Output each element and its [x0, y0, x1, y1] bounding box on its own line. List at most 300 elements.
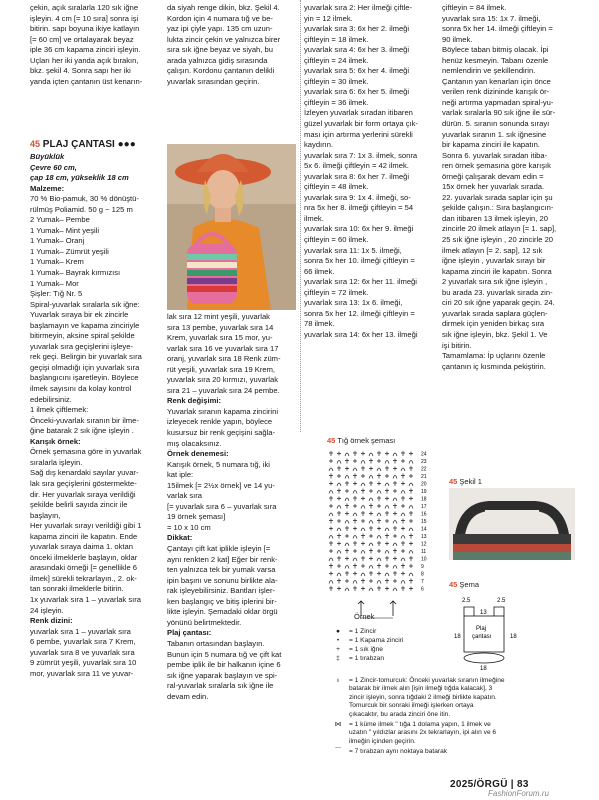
stitch-symbol: [377, 504, 381, 508]
col2a-line: sıra sık iğne beyaz ve siyah, bu: [167, 45, 273, 55]
column-4: [442, 3, 573, 372]
col1-line: bitirin. sapı boyuna ikiye katlayın: [30, 24, 140, 34]
stitch-symbol: [377, 558, 381, 561]
row-number: 24: [421, 451, 427, 458]
cluster-symbol-icon: ⋈: [334, 721, 342, 729]
sema-dim-18b: 18: [510, 634, 517, 640]
col4-line: Böylece taban bitmiş olacak. İpi: [442, 45, 549, 55]
col1b-line: Yuvarlak sıraya bir ek zincirle: [30, 310, 129, 320]
col4-line: bu arada 23. yuvarlak sırada zin-: [442, 287, 553, 297]
col1-line: Uçları her iki yanda açık bırakın,: [30, 55, 139, 65]
col2b-line: 19 örnek şeması]: [167, 512, 226, 522]
col2a-line: yaz ipi çiyle yapı. 135 cm uzun-: [167, 24, 273, 34]
col4-line: 90 ilmek.: [442, 34, 473, 44]
row-number: 21: [421, 474, 427, 480]
sema-label-plaj: Plaj: [476, 626, 487, 632]
col2b-line: sıra 13 pembe, yuvarlak sıra 14: [167, 322, 274, 332]
col4-line: dürün. 5. sıranın sonunda sırayı: [442, 119, 550, 129]
col2b-line: Renk değişimi:: [167, 396, 222, 406]
stitch-symbol: [345, 543, 349, 546]
stitch-symbol: [401, 504, 405, 508]
stitch-symbol: [393, 512, 397, 516]
col1b-line: 6 pembe, yuvarlak sıra 7 Krem,: [30, 637, 136, 647]
stitch-symbol: [401, 541, 405, 546]
stitch-symbol: [337, 587, 341, 591]
col1b-line: geçişi olmadığı için yuvarlak sıra: [30, 362, 140, 372]
section-title: [30, 139, 136, 150]
col1b-line: mor, yuvarlak sıra 11 ve yuvar-: [30, 668, 134, 678]
legend-picot-2: batarak bir ilmek alın [işin ilmeği tığda kalacak], 3: [349, 685, 493, 693]
stitch-symbol: [361, 534, 365, 539]
stitch-symbol: [361, 497, 365, 501]
col1b-line: 1 Yumak– Zümrüt yeşili: [30, 246, 109, 256]
stitch-symbol: [337, 506, 341, 509]
col2b-line: izleyecek renkle yapın, böylece: [167, 417, 273, 427]
col1b-line: başlangıcını işaretleyin. Böylece: [30, 373, 139, 383]
col3-line: yuvarlak sıra 12: 6x her 11. ilmeği: [304, 277, 417, 287]
sema-title-text: Şema: [457, 580, 480, 589]
diagram-title-text: Tığ örnek şeması: [335, 436, 396, 445]
col1b-line: Karışık örnek:: [30, 436, 81, 446]
stitch-symbol: [409, 587, 413, 591]
stitch-symbol: [369, 566, 373, 569]
col2a-line: çalışın. Kordonu çantanın delikli: [167, 66, 275, 76]
col1-line: çekin, açık sıralarla 120 sık iğne: [30, 3, 139, 12]
col4-line: yuvarlak sıra 15: 1x 7. ilmeği,: [442, 13, 541, 23]
stitch-symbol: [377, 482, 381, 486]
stitch-symbol: [385, 556, 389, 561]
col3-line: yuvarlak sıra 9: 1x 4. ilmeği, so-: [304, 192, 411, 202]
ornek-label: Örnek: [354, 612, 375, 621]
stitch-symbol: [409, 551, 413, 554]
col1b-line: 1 Yumak– Mint yeşili: [30, 225, 100, 235]
stitch-symbol: [393, 534, 397, 538]
stitch-symbol: [377, 459, 381, 463]
stitch-symbol: [409, 452, 413, 456]
picot-symbol-icon: ♁: [335, 677, 341, 684]
stitch-symbol: [361, 579, 365, 584]
col2b-line: Tabanın ortasından başlayın.: [167, 638, 265, 648]
stitch-symbol: [409, 461, 413, 464]
stitch-symbol: [353, 496, 357, 501]
sekil-title-text: Şekil 1: [457, 477, 482, 486]
col4-line: varlak sıralarla 90 sık iğne ile sür-: [442, 108, 556, 118]
column-2-top: [167, 3, 296, 87]
stitch-symbol: [329, 468, 333, 471]
stitch-symbol: [377, 513, 381, 516]
stitch-symbol: [377, 474, 381, 479]
stitch-symbol: [353, 482, 357, 486]
row-number: 20: [421, 481, 427, 488]
stitch-symbol: [361, 528, 365, 531]
col3-line: yuvarlak sıra 6: 6x her 5. ilmeği: [304, 87, 410, 97]
stitch-symbol: [345, 467, 349, 471]
stitch-symbol: [401, 474, 405, 479]
stitch-symbol: [337, 489, 341, 494]
col1-line: bkz. şekil 4. Sonra sapı her iki: [30, 66, 131, 76]
col3-line: İzleyen yuvarlak sıradan itibaren: [304, 108, 413, 118]
legend-dc: = 1 tırabzan: [349, 655, 385, 662]
stitch-symbol: [353, 474, 357, 479]
stitch-symbol: [393, 557, 397, 561]
col2b-line: = 10 x 10 cm: [167, 522, 211, 532]
stitch-symbol: [393, 526, 397, 531]
col1b-line: 1x yuvarlak sıra 1 – yuvarlak sıra: [30, 594, 141, 604]
stitch-symbol: [385, 534, 389, 539]
stitch-symbol: [361, 461, 365, 464]
stitch-symbol: [353, 513, 357, 516]
col4-line: örneği çalışarak devam edin =: [442, 171, 544, 181]
col1b-line: Şişler: Tığ Nr. 5: [30, 289, 83, 299]
sema-title: [449, 580, 479, 589]
col3-line: 5x 6. ilmeği çiftleyin = 42 ilmek.: [304, 161, 409, 171]
row-number: 13: [421, 534, 427, 540]
stitch-symbol: [401, 459, 405, 463]
stitch-symbol: [345, 498, 349, 501]
stitch-symbol: [385, 587, 389, 591]
col2b-line: Karışık örnek, 5 numara tığ, iki: [167, 459, 270, 469]
col1b-line: tan sonraki ilmeklerle bitirin.: [30, 584, 124, 594]
stitch-symbol: [385, 497, 389, 501]
sema-dim-25b: 2.5: [497, 598, 506, 604]
col1b-line: Her yuvarlak sırayı verildiği gibi 1: [30, 521, 142, 531]
stitch-symbol: [337, 573, 341, 576]
single-crochet-symbol-icon: +: [336, 646, 340, 653]
stitch-symbol: [337, 542, 341, 546]
col1b-line: yuvarlak sıra 1 – yuvarlak sıra: [30, 626, 131, 636]
row-number: 8: [421, 571, 424, 578]
col1b-line: yuvarlak sıraya daima 1. oktan: [30, 542, 133, 552]
stitch-symbol: [345, 476, 349, 479]
col4-line: bir kapama zinciri ile kapatın.: [442, 140, 540, 150]
diagram-title: [327, 436, 395, 445]
col2a-line: yuvarlak sırasından geçirin.: [167, 76, 260, 86]
stitch-symbol: [337, 511, 341, 516]
col3-line: çiftleyin = 36 ilmek.: [304, 97, 369, 107]
col1b-line: şekilde belirli sayıda zincir ile: [30, 500, 128, 510]
stitch-symbol: [393, 521, 397, 524]
col3-line: kaydırın.: [304, 140, 334, 150]
stitch-symbol: [369, 459, 373, 464]
col2b-line: devam edin.: [167, 691, 209, 701]
col1-line: [= 60 cm] ve ortalayarak beyaz: [30, 34, 134, 44]
row-number: 19: [421, 489, 427, 495]
row-number: 17: [421, 504, 427, 510]
col2b-line: yuvarlak sıra 20 kırmızı, yuvarlak: [167, 375, 278, 385]
col1b-line: yuvarlak sıra 8 ve yuvarlak sıra: [30, 647, 135, 657]
col4-line: çantanın iç kısmında pekiştirin.: [442, 361, 546, 371]
col2b-line: pembe iplik ile bir halkanın içine 6: [167, 660, 281, 670]
stitch-symbol: [345, 579, 349, 583]
stitch-symbol: [361, 506, 365, 509]
stitch-symbol: [385, 452, 389, 456]
col4-line: 15x örnek her yuvarlak sırada.: [442, 182, 545, 192]
stitch-symbol: [337, 452, 341, 456]
legend-chain: = 1 Zincir: [349, 628, 377, 635]
stitch-symbol: [329, 581, 333, 584]
stitch-symbol: [409, 579, 413, 584]
col2a-line: arada yalnızca gidiş sırasında: [167, 55, 268, 65]
col4-line: kapama zinciri ile kapatın. Sonra: [442, 266, 552, 276]
stitch-symbol: [337, 497, 341, 501]
stitch-symbol: [337, 556, 341, 561]
col2b-line: ten yalnızca tek bir yumak varsa: [167, 565, 276, 575]
stitch-symbol: [401, 468, 405, 471]
row-number: 11: [421, 549, 427, 555]
col2b-line: ken başlangıç ve bitiş iplerini bir-: [167, 596, 277, 606]
legend-picot-1: = 1 Zincir-tomurcuk: Önceki yuvarlak sıranın ilmeğine: [349, 677, 505, 684]
row-number: 23: [421, 459, 427, 465]
stitch-symbol: [329, 586, 333, 591]
col1b-line: yuvarlak sıra geçişlerini işleye-: [30, 341, 133, 351]
stitch-symbol: [401, 549, 405, 553]
stitch-symbol: [409, 564, 413, 568]
col2b-line: likte işleyin. Şemadaki oklar örgü: [167, 607, 278, 617]
legend-picot-4: Tomurcuk bir sonraki ilmeği işlerken ortaya: [349, 702, 474, 710]
bag-handle-photo: [449, 488, 575, 560]
stitch-symbol: [345, 459, 349, 464]
col3-line: yuvarlak sıra 4: 6x her 3. ilmeği: [304, 45, 410, 55]
col1b-line: Sağ dış kenardaki sayılar yuvar-: [30, 468, 139, 478]
col4-line: ciri 20 sık iğne yaparak geçin. 24.: [442, 298, 555, 308]
col3-line: 66 ilmek.: [304, 266, 335, 276]
section-number: 45: [30, 139, 41, 149]
stitch-symbol: [329, 491, 333, 494]
stitch-symbol: [329, 451, 333, 456]
col2b-line: kusursuz bir renk geçişini sağla-: [167, 428, 276, 438]
col1b-line: 1 Yumak– Mor: [30, 278, 79, 288]
stitch-symbol: [361, 564, 365, 568]
stitch-symbol: [393, 566, 397, 569]
stitch-symbol: [329, 474, 333, 479]
stitch-symbol: [385, 466, 389, 471]
col3-line: çiftleyin = 72 ilmek.: [304, 287, 369, 297]
col1b-line: rülmüş Poliamid. 50 g ~ 125 m: [30, 204, 133, 214]
stitch-symbol: [337, 466, 341, 471]
stitch-symbol: [337, 551, 341, 554]
col1b-line: 1 Yumak– Krem: [30, 257, 84, 267]
col2b-line: ipin başını ve sonunu birlikte ala-: [167, 575, 278, 585]
stitch-symbol: [409, 506, 413, 509]
stitch-symbol: [329, 541, 333, 546]
stitch-symbol: [409, 573, 413, 576]
stitch-symbol: [377, 451, 381, 456]
watermark: FashionForum.ru: [488, 789, 549, 798]
stitch-symbol: [369, 498, 373, 501]
stitch-symbol: [385, 506, 389, 509]
col4-line: sonra 5x her 14. ilmeği çiftleyin =: [442, 24, 553, 34]
col3-line: güzel yuvarlak bir form ortaya çık-: [304, 119, 418, 129]
stitch-symbol: [393, 467, 397, 471]
stitch-symbol: [353, 541, 357, 546]
stitch-symbol: [353, 572, 357, 576]
col4-line: zincirle 20 ilmek atlayın [= 1. sap],: [442, 224, 557, 234]
stitch-symbol: [353, 504, 357, 508]
col1b-line: Örnek şemasına göre in yuvarlak: [30, 447, 142, 457]
col4-line: yuvarlak sırada saplara güçlen-: [442, 308, 548, 318]
col3-line: yuvarlak sıra 8: 6x her 7. ilmeği: [304, 171, 410, 181]
legend-cluster-2: uzatın " yıldızlar arasını 2x tekrarlayın, ipi alın ve 6: [349, 729, 497, 737]
stitch-symbol: [393, 489, 397, 493]
col2b-line: mış olacaksınız.: [167, 438, 222, 448]
stitch-symbol: [393, 549, 397, 554]
stitch-symbol: [329, 519, 333, 524]
stitch-symbol: [361, 573, 365, 576]
stitch-symbol: [409, 474, 413, 478]
stitch-symbol: [409, 528, 413, 531]
stitch-symbol: [337, 474, 341, 478]
stitch-symbol: [393, 459, 397, 464]
col3-line: yuvarlak sıra 10: 6x her 9. ilmeği: [304, 224, 414, 234]
stitch-symbol: [337, 483, 341, 486]
col3-line: yin = 12 ilmek.: [304, 13, 353, 23]
col4-line: sık iğne işleyin, bkz. Şekil 1. Ve: [442, 329, 548, 339]
row-number: 9: [421, 564, 424, 570]
stitch-symbol: [369, 481, 373, 486]
stitch-symbol: [353, 558, 357, 561]
stitch-symbol: [345, 504, 349, 509]
stitch-symbol: [401, 451, 405, 456]
stitch-symbol: [393, 498, 397, 501]
diagram-number: 45: [327, 436, 336, 445]
col4-line: neği artırma yapmadan spiral-yu-: [442, 97, 554, 107]
stitch-symbol: [385, 564, 389, 568]
col2a-line: lukta zincir çekin ve yalnızca birer: [167, 34, 281, 44]
stitch-symbol: [361, 519, 365, 523]
crochet-chart: [327, 446, 437, 626]
stitch-symbol: [393, 571, 397, 576]
col1b-line: ilmek] sürekli tekrarlayın., 2. ok-: [30, 573, 137, 583]
column-3: [304, 3, 434, 341]
stitch-symbol: [385, 511, 389, 516]
col2b-line: rüt yeşili, yuvarlak sıra 19 Krem,: [167, 364, 276, 374]
col2b-line: varlak sıra: [167, 491, 203, 501]
col2b-line: varlak sıra 16 ve yuvarlak sıra 17: [167, 343, 279, 353]
stitch-symbol: [353, 536, 357, 539]
stitch-symbol: [393, 543, 397, 546]
stitch-symbol: [353, 564, 357, 569]
stitch-symbol: [345, 521, 349, 524]
stitch-symbol: [401, 491, 405, 494]
col2b-line: oranj, yuvarlak sıra 18 Renk züm-: [167, 354, 281, 364]
stitch-symbol: [401, 519, 405, 524]
col3-line: sonra 5x her 12. ilmeği çiftleyin =: [304, 308, 415, 318]
stitch-symbol: [329, 564, 333, 569]
bag-handle-illustration: [449, 488, 575, 560]
col1b-line: rek geçi. Belirgin bir yuvarlak sıra: [30, 352, 142, 362]
stitch-symbol: [401, 527, 405, 531]
col1b-line: Büyüklük: [30, 152, 65, 161]
col2b-line: Yuvarlak sıranın kapama zincirini: [167, 406, 279, 416]
col1b-line: Spiral-yuvarlak sıralarla sık iğne:: [30, 299, 140, 309]
stitch-symbol: [361, 587, 365, 591]
col3-line: çiftleyin = 30 ilmek.: [304, 76, 369, 86]
col4-line: dirmek için yeniden birkaç sıra: [442, 319, 545, 329]
stitch-symbol: [385, 483, 389, 486]
stitch-symbol: [369, 476, 373, 479]
col1b-line: edebilirsiniz.: [30, 394, 72, 404]
col4-line: 25 sık iğne işleyin , 20 zincirle 20: [442, 235, 554, 245]
stitch-symbol: [377, 586, 381, 591]
stitch-symbol: [385, 519, 389, 523]
col1-line: iple 36 cm kapama zinciri işleyin.: [30, 45, 141, 55]
col2b-line: sık iğne yaparak başlayın ve spi-: [167, 670, 278, 680]
col4-line: ilmek atlayın [= 2. sap], 12 sık: [442, 245, 543, 255]
stitch-symbol: [345, 512, 349, 516]
col1b-line: çap 18 cm, yükseklik 18 cm: [30, 173, 129, 183]
col4-line: iğne işleyin , yuvarlak sırayı bir: [442, 256, 546, 266]
col2b-line: Plaj çantası:: [167, 628, 212, 638]
stitch-symbol: [377, 491, 381, 494]
slip-stitch-symbol-icon: •: [336, 637, 340, 644]
col3-line: ması için artırma yerlerini sürekli: [304, 129, 413, 139]
col3-line: yuvarlak sıra 13: 1x 6. ilmeği,: [304, 298, 403, 308]
stitch-symbol: [385, 573, 389, 576]
col3-line: nra 5x her 8. ilmeği çiftleyin = 54: [304, 203, 414, 213]
sema-dim-25a: 2.5: [462, 598, 471, 604]
col1b-line: başlayın,: [30, 510, 61, 520]
col1b-line: sıralarla işleyin.: [30, 457, 83, 467]
stitch-symbol: [377, 581, 381, 584]
stitch-symbol: [385, 579, 389, 584]
stitch-symbol: [361, 466, 365, 471]
woman-with-bag-photo: [167, 144, 296, 310]
photo-illustration: [167, 144, 296, 310]
sema-dim-18a: 18: [454, 634, 461, 640]
col1b-line: önceki ilmeklerle başlayın, oklar: [30, 552, 138, 562]
col3-line: yuvarlak sıra 2: Her ilmeği çiftle-: [304, 3, 413, 12]
stitch-symbol: [409, 511, 413, 516]
stitch-symbol: [329, 459, 333, 463]
stitch-symbol: [337, 461, 341, 464]
stitch-symbol: [361, 474, 365, 478]
col3-line: sonra 5x her 10. ilmeği çiftleyin =: [304, 256, 415, 266]
col2b-line: yönünü belirtmektedir.: [167, 617, 242, 627]
stitch-symbol: [329, 482, 333, 486]
stitch-symbol: [345, 489, 349, 493]
col4-line: Tamamlama: İp uçlarını özenle: [442, 351, 546, 361]
col2b-line: [= yuvarlak sıra 6 – yuvarlak sıra: [167, 501, 277, 511]
col3-line: 78 ilmek.: [304, 319, 335, 329]
col3-line: ilmek.: [304, 213, 324, 223]
col1-line: yanda içten çantanın üst kenarın-: [30, 76, 143, 86]
stitch-symbol: [377, 496, 381, 501]
stitch-symbol: [385, 528, 389, 531]
col2b-line: 15ilmek [= 2½x örnek] ve 14 yu-: [167, 480, 275, 490]
row-number: 7: [421, 579, 424, 585]
sekil-title: [449, 477, 482, 486]
col1b-line: ilmek sayısını da kolay kontrol: [30, 384, 132, 394]
col1b-line: ğine batarak 2 sık iğne işleyin .: [30, 426, 134, 436]
stitch-symbol: [377, 536, 381, 539]
stitch-symbol: [361, 542, 365, 546]
sekil-number: 45: [449, 477, 458, 486]
row-number: 10: [421, 556, 427, 563]
col4-line: 22. yuvarlak sırada saplar için şu: [442, 192, 553, 202]
col3-line: yuvarlak sıra 3: 6x her 2. ilmeği: [304, 24, 410, 34]
stitch-symbol: [337, 519, 341, 523]
col4-line: henüz kesmeyin. Tabanı özenle: [442, 55, 549, 65]
stitch-symbol: [401, 558, 405, 561]
col1b-line: başlamayın ve kapama zinciriyle: [30, 320, 140, 330]
stitch-symbol: [393, 453, 397, 456]
sema-dim-18c: 18: [480, 666, 487, 672]
stitch-symbol: [361, 556, 365, 561]
stitch-symbol: [409, 556, 413, 561]
stitch-symbol: [409, 534, 413, 539]
stitch-symbol: [337, 564, 341, 568]
stitch-symbol: [385, 542, 389, 546]
